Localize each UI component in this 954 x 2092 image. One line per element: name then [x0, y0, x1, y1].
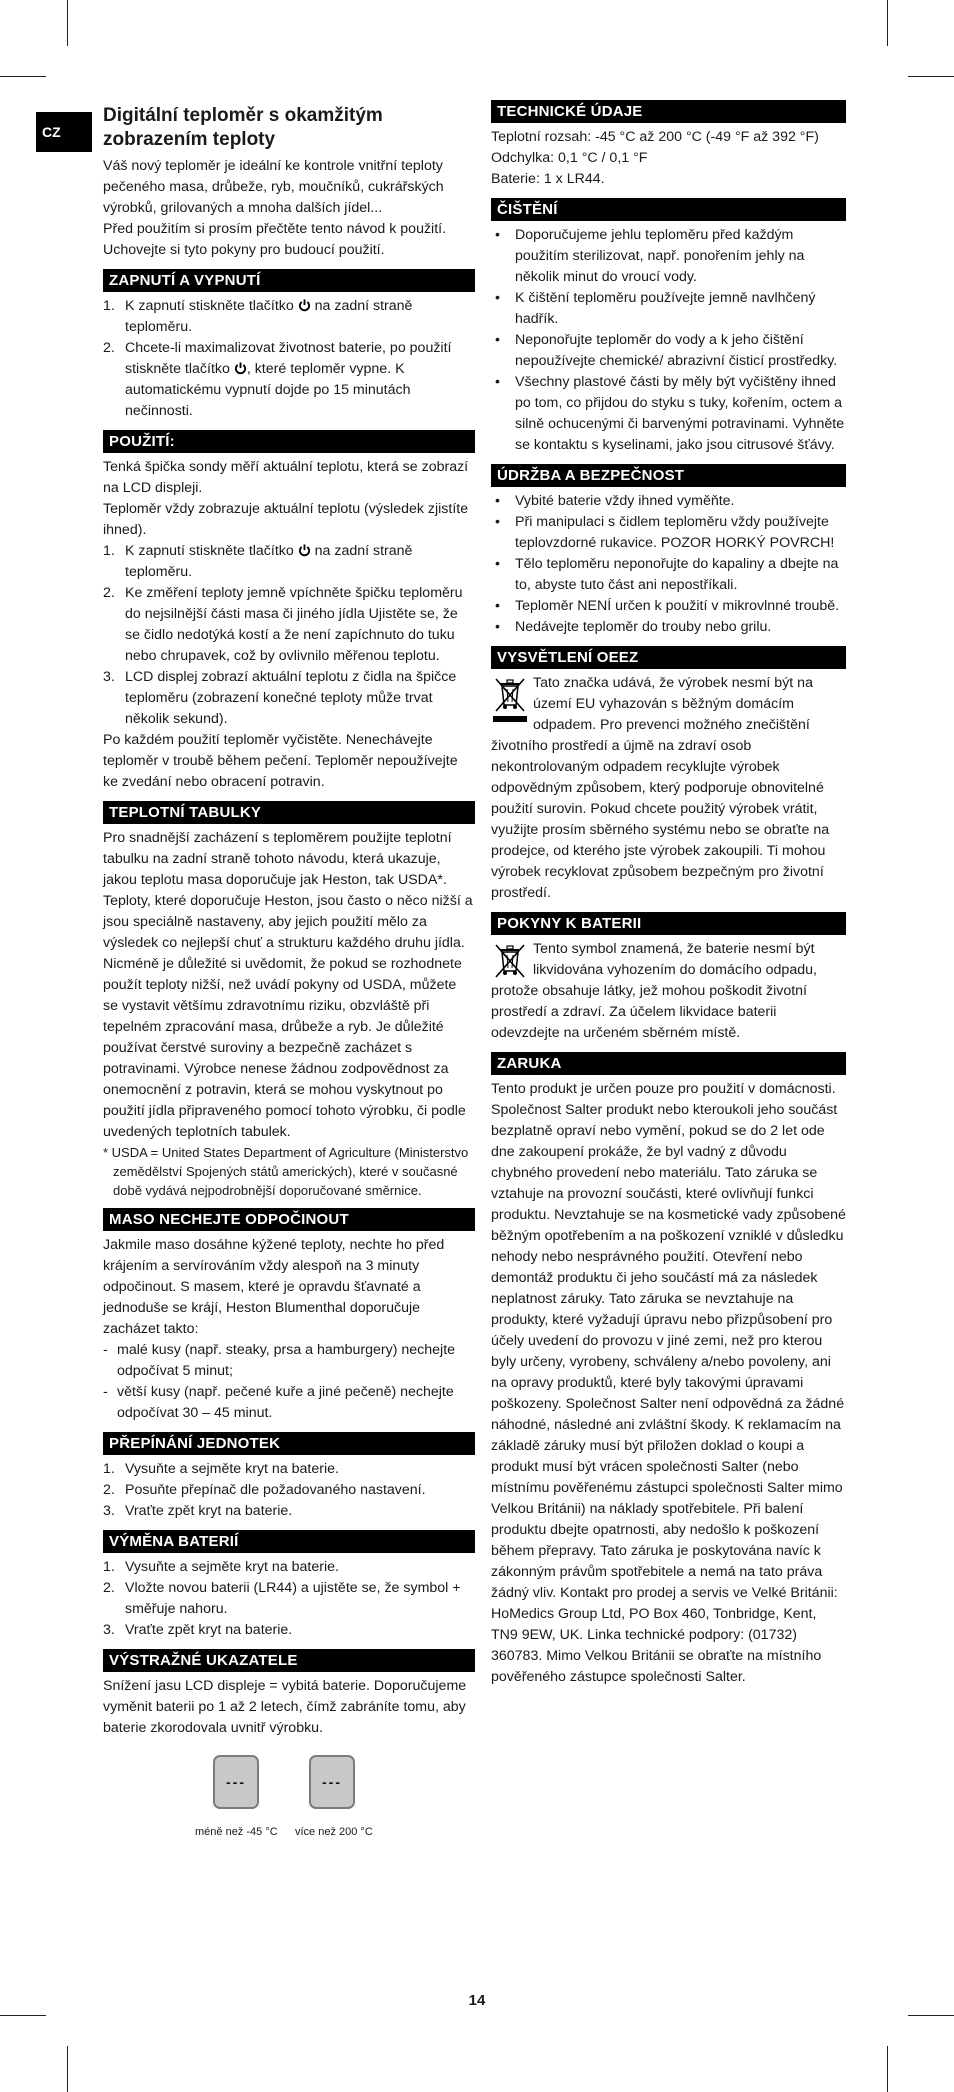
crop-mark — [908, 76, 954, 77]
crossed-bin-icon — [491, 941, 529, 981]
section-heading-tables: TEPLOTNÍ TABULKY — [103, 801, 475, 824]
power-icon — [298, 299, 311, 312]
usage-after-paragraph: Po každém použití teploměr vyčistěte. Nenechávejte teploměr v troubě během pečení. Teploměr nepoužívejte ke zvedání nebo obracení potravin. — [103, 732, 458, 790]
cleaning-list — [491, 225, 846, 456]
battery-disposal-paragraph: Tento symbol znamená, že baterie nesmí být likvidována vyhozením do domácího odpadu, protože obsahuje látky, jež mohou poškodit životní prostředí a zdraví. Za účelem likvidace baterii odevzdejte na určeném sběrném místě. — [491, 941, 817, 1041]
section-heading-specs: TECHNICKÉ ÚDAJE — [491, 100, 846, 123]
list-item: • Tělo teploměru neponořujte do kapaliny a dbejte na to, abyste tuto část ani nepostříkali. — [491, 554, 846, 596]
section-heading-maintenance: ÚDRŽBA A BEZPEČNOST — [491, 464, 846, 487]
rest-list — [103, 1340, 475, 1424]
crop-mark — [67, 0, 68, 46]
lcd-caption-low: méně než -45 °C — [195, 1826, 278, 1838]
usage-list — [103, 541, 475, 730]
crop-mark — [67, 2046, 68, 2092]
list-item: • K čištění teploměru používejte jemně navlhčený hadřík. — [491, 288, 846, 330]
warranty-paragraph: Tento produkt je určen pouze pro použití v domácnosti. Společnost Salter produkt nebo kteroukoli jeho součást bezplatně opraví nebo vymění, pokud se do 2 let ode dne zakoupení prokáže, že byl vadný z důvodu chybného provedení nebo materiálu. Tato záruka se vztahuje na provozní součásti, které ovlivňují funkci produktu. Nevztahuje se na kosmetické vady způsobené běžným opotřebením a na poškození vzniklé v důsledku nehody nebo nesprávného použití. Otevření nebo demontáž produktu či jeho součástí má za následek neplatnost záruky. Tato záruka se nevztahuje na produkty, které vyžadují úpravu nebo přizpůsobení pro účely uvedení do provozu v jiné zemi, než pro kterou byly určeny, vyrobeny, schváleny a/nebo povoleny, ani na opravy produktů, které byly takovými úpravami poškozeny. Společnost Salter není odpovědná za žádné náhodné, následné ani zvláštní škody. K reklamacím na základě záruky musí být přiložen doklad o koupi a produkt musí být vrácen společnosti Salter (nebo místnímu pověřenému zástupci společnosti Salter mimo Velkou Británii) na náklady spotřebitele. Při balení produktu dbejte opatrnosti, aby nedošlo k poškození během přepravy. Tato záruka je poskytována navíc k zákonným právům spotřebitele a nemá na tato práva žádný vliv. Kontakt pro prodej a servis ve Velké Británii: HoMedics Group Ltd, PO Box 460, Tonbridge, Kent, TN9 9EW, UK. Linka technické podpory: (01732) 360783. Mimo Velkou Británii se obraťte na místního pověřeného zástupce společnosti Salter. — [491, 1081, 846, 1685]
power-icon — [234, 362, 247, 375]
list-item: - větší kusy (např. pečené kuře a jiné pečeně) nechejte odpočívat 30 – 45 minut. — [103, 1382, 475, 1424]
list-item: 2. Posuňte přepínač dle požadovaného nastavení. — [103, 1482, 426, 1498]
section-heading-battery: VÝMĚNA BATERIÍ — [103, 1530, 475, 1553]
spec-line: Baterie: 1 x LR44. — [491, 171, 605, 187]
list-item: 1. Vysuňte a sejměte kryt na baterie. — [103, 1559, 339, 1575]
page-number: 14 — [468, 1992, 486, 2009]
battery-disposal-block — [491, 939, 846, 1044]
usage-paragraph: Tenká špička sondy měří aktuální teplotu, která se zobrazí na LCD displeji. — [103, 459, 469, 496]
units-list — [103, 1459, 475, 1522]
maintenance-list — [491, 491, 846, 638]
section-heading-usage: POUŽITÍ: — [103, 430, 475, 453]
crop-mark — [0, 76, 46, 77]
list-item: • Všechny plastové části by měly být vyčištěny ihned po tom, co přijdou do styku s tuky, kořením, octem a silně ochucenými či barvenými potravinami. Vyhněte se kontaktu s kyselinami, jako jsou citrusové šťávy. — [491, 372, 846, 456]
lcd-caption-high: více než 200 °C — [295, 1826, 373, 1838]
list-item: 2. Chcete-li maximalizovat životnost baterie, po použití stiskněte tlačítko , které teploměr vypne. K automatickému vypnutí dojde po 15 minutách nečinnosti. — [103, 340, 452, 419]
section-heading-warranty: ZARUKA — [491, 1052, 846, 1075]
lcd-display-low: --- — [213, 1755, 259, 1809]
intro-paragraph: Váš nový teploměr je ideální ke kontrole vnitřní teploty pečeného masa, drůbeže, ryb, moučníků, cukrářských výrobků, grilovaných a mnoha dalších jídel... — [103, 158, 444, 216]
list-item: 3. Vraťte zpět kryt na baterie. — [103, 1503, 293, 1519]
spec-line: Odchylka: 0,1 °C / 0,1 °F — [491, 150, 648, 166]
section-heading-warnings: VÝSTRAŽNÉ UKAZATELE — [103, 1649, 475, 1672]
section-heading-battery-disposal: POKYNY K BATERII — [491, 912, 846, 935]
list-item: - malé kusy (např. steaky, prsa a hamburgery) nechejte odpočívat 5 minut; — [103, 1340, 475, 1382]
list-item: • Vybité baterie vždy ihned vyměňte. — [491, 491, 846, 512]
power-icon — [298, 544, 311, 557]
section-heading-weee: VYSVĚTLENÍ OEEZ — [491, 646, 846, 669]
language-tab: CZ — [36, 112, 92, 152]
list-item: • Nedávejte teploměr do trouby nebo grilu. — [491, 617, 846, 638]
page-title: Digitální teploměr s okamžitým zobrazením teploty — [103, 105, 383, 150]
warnings-paragraph: Snížení jasu LCD displeje = vybitá baterie. Doporučujeme vyměnit baterii po 1 až 2 letech, čímž zabráníte tomu, aby baterie zkorodovala uvnitř výrobku. — [103, 1678, 467, 1736]
crop-mark — [908, 2015, 954, 2016]
lcd-display-illustrations — [103, 1749, 475, 1859]
list-item: • Neponořujte teploměr do vody a k jeho čištění nepoužívejte chemické/ abrazivní čisticí prostředky. — [491, 330, 846, 372]
list-item: • Doporučujeme jehlu teploměru před každým použitím sterilizovat, např. ponořením jehly na několik minut do vroucí vody. — [491, 225, 846, 288]
on-off-list — [103, 296, 475, 422]
tables-paragraph: Pro snadnější zacházení s teploměrem použijte teplotní tabulku na zadní straně tohoto návodu, která ukazuje, jakou teplotu masa doporučuje jak Heston, tak USDA*. Teploty, které doporučuje Heston, jsou často o něco nižší a jsou speciálně nastaveny, aby jejich použití mělo za výsledek co nejlepší chuť a strukturu každého druhu jídla. Nicméně je důležité si uvědomit, že pokud se rozhodnete použít teploty nižší, než uvádí pokyny od USDA, můžete se vystavit většímu zdravotnímu riziku, obzvláště při tepelném zpracování masa, drůbeže a ryb. Je důležité používat čerstvé suroviny a bezpečně zacházet s potravinami. Výrobce nenese žádnou zodpovědnost za onemocnění z potravin, která se mohou vyskytnout po použití jídla připraveného pomocí tohoto výrobku, či podle uvedených teplotních tabulek. — [103, 830, 473, 1140]
crop-mark — [0, 2015, 46, 2016]
rest-paragraph: Jakmile maso dosáhne kýžené teploty, nechte ho před krájením a servírováním vždy alespoň na 3 minuty odpočinout. S masem, které je opravdu šťavnaté a jednoduše se krájí, Heston Blumenthal doporučuje zacházet takto: — [103, 1237, 445, 1337]
section-heading-cleaning: ČIŠTĚNÍ — [491, 198, 846, 221]
list-item: 1. K zapnutí stiskněte tlačítko na zadní straně teploměru. — [103, 298, 413, 335]
list-item: • Teploměr NENÍ určen k použití v mikrovlnné troubě. — [491, 596, 846, 617]
left-column — [103, 100, 475, 1859]
weee-paragraph: Tato značka udává, že výrobek nesmí být na území EU vyhazován s běžným domácím odpadem. Pro prevenci možného znečištění životního prostředí a újmě na zdraví osob nekontrolovaným odpadem recyklujte výrobek odpovědným způsobem, který podporuje obnovitelné použití surovin. Pokud chcete použitý výrobek vrátit, využijte prosím sběrného systému nebo se obraťte na prodejce, od kterého jste výrobek zakoupili. Ti mohou výrobek recyklovat způsobem bezpečným pro životní prostředí. — [491, 675, 830, 901]
list-item: 2. Ke změření teploty jemně vpíchněte špičku teploměru do nejsilnější části masa či jiného jídla Ujistěte se, že se čidlo nedotýká kostí a že není zapíchnuto do tuku nebo chrupavek, což by ovlivnilo měřenou teplotu. — [103, 585, 463, 664]
list-item: 1. K zapnutí stiskněte tlačítko na zadní straně teploměru. — [103, 543, 413, 580]
list-item: • Při manipulaci s čidlem teploměru vždy používejte teplovzdorné rukavice. POZOR HORKÝ POVRCH! — [491, 512, 846, 554]
intro-paragraph: Před použitím si prosím přečtěte tento návod k použití. Uchovejte si tyto pokyny pro budoucí použití. — [103, 221, 447, 258]
list-item: 2. Vložte novou baterii (LR44) a ujistěte se, že symbol + směřuje nahoru. — [103, 1580, 461, 1617]
list-item: 3. Vraťte zpět kryt na baterie. — [103, 1622, 293, 1638]
section-heading-rest: MASO NECHEJTE ODPOČINOUT — [103, 1208, 475, 1231]
battery-list — [103, 1557, 475, 1641]
list-item: 3. LCD displej zobrazí aktuální teplotu z čidla na špičce teploměru (zobrazení konečné teploty může trvat několik sekund). — [103, 669, 457, 727]
list-item: 1. Vysuňte a sejměte kryt na baterie. — [103, 1461, 339, 1477]
spec-line: Teplotní rozsah: -45 °C až 200 °C (-49 °F až 392 °F) — [491, 129, 819, 145]
right-column — [491, 100, 846, 1688]
crossed-bin-icon — [491, 675, 529, 723]
crop-mark — [887, 2046, 888, 2092]
crop-mark — [887, 0, 888, 46]
section-heading-units: PŘEPÍNÁNÍ JEDNOTEK — [103, 1432, 475, 1455]
lcd-display-high: --- — [309, 1755, 355, 1809]
weee-block — [491, 673, 846, 904]
section-heading-on-off: ZAPNUTÍ A VYPNUTÍ — [103, 269, 475, 292]
usda-footnote: * USDA = United States Department of Agriculture (Ministerstvo zemědělství Spojených států amerických), které v současné době vydává nejpodrobnější doporučované směrnice. — [103, 1145, 469, 1198]
usage-paragraph: Teploměr vždy zobrazuje aktuální teplotu (výsledek zjistíte ihned). — [103, 501, 469, 538]
